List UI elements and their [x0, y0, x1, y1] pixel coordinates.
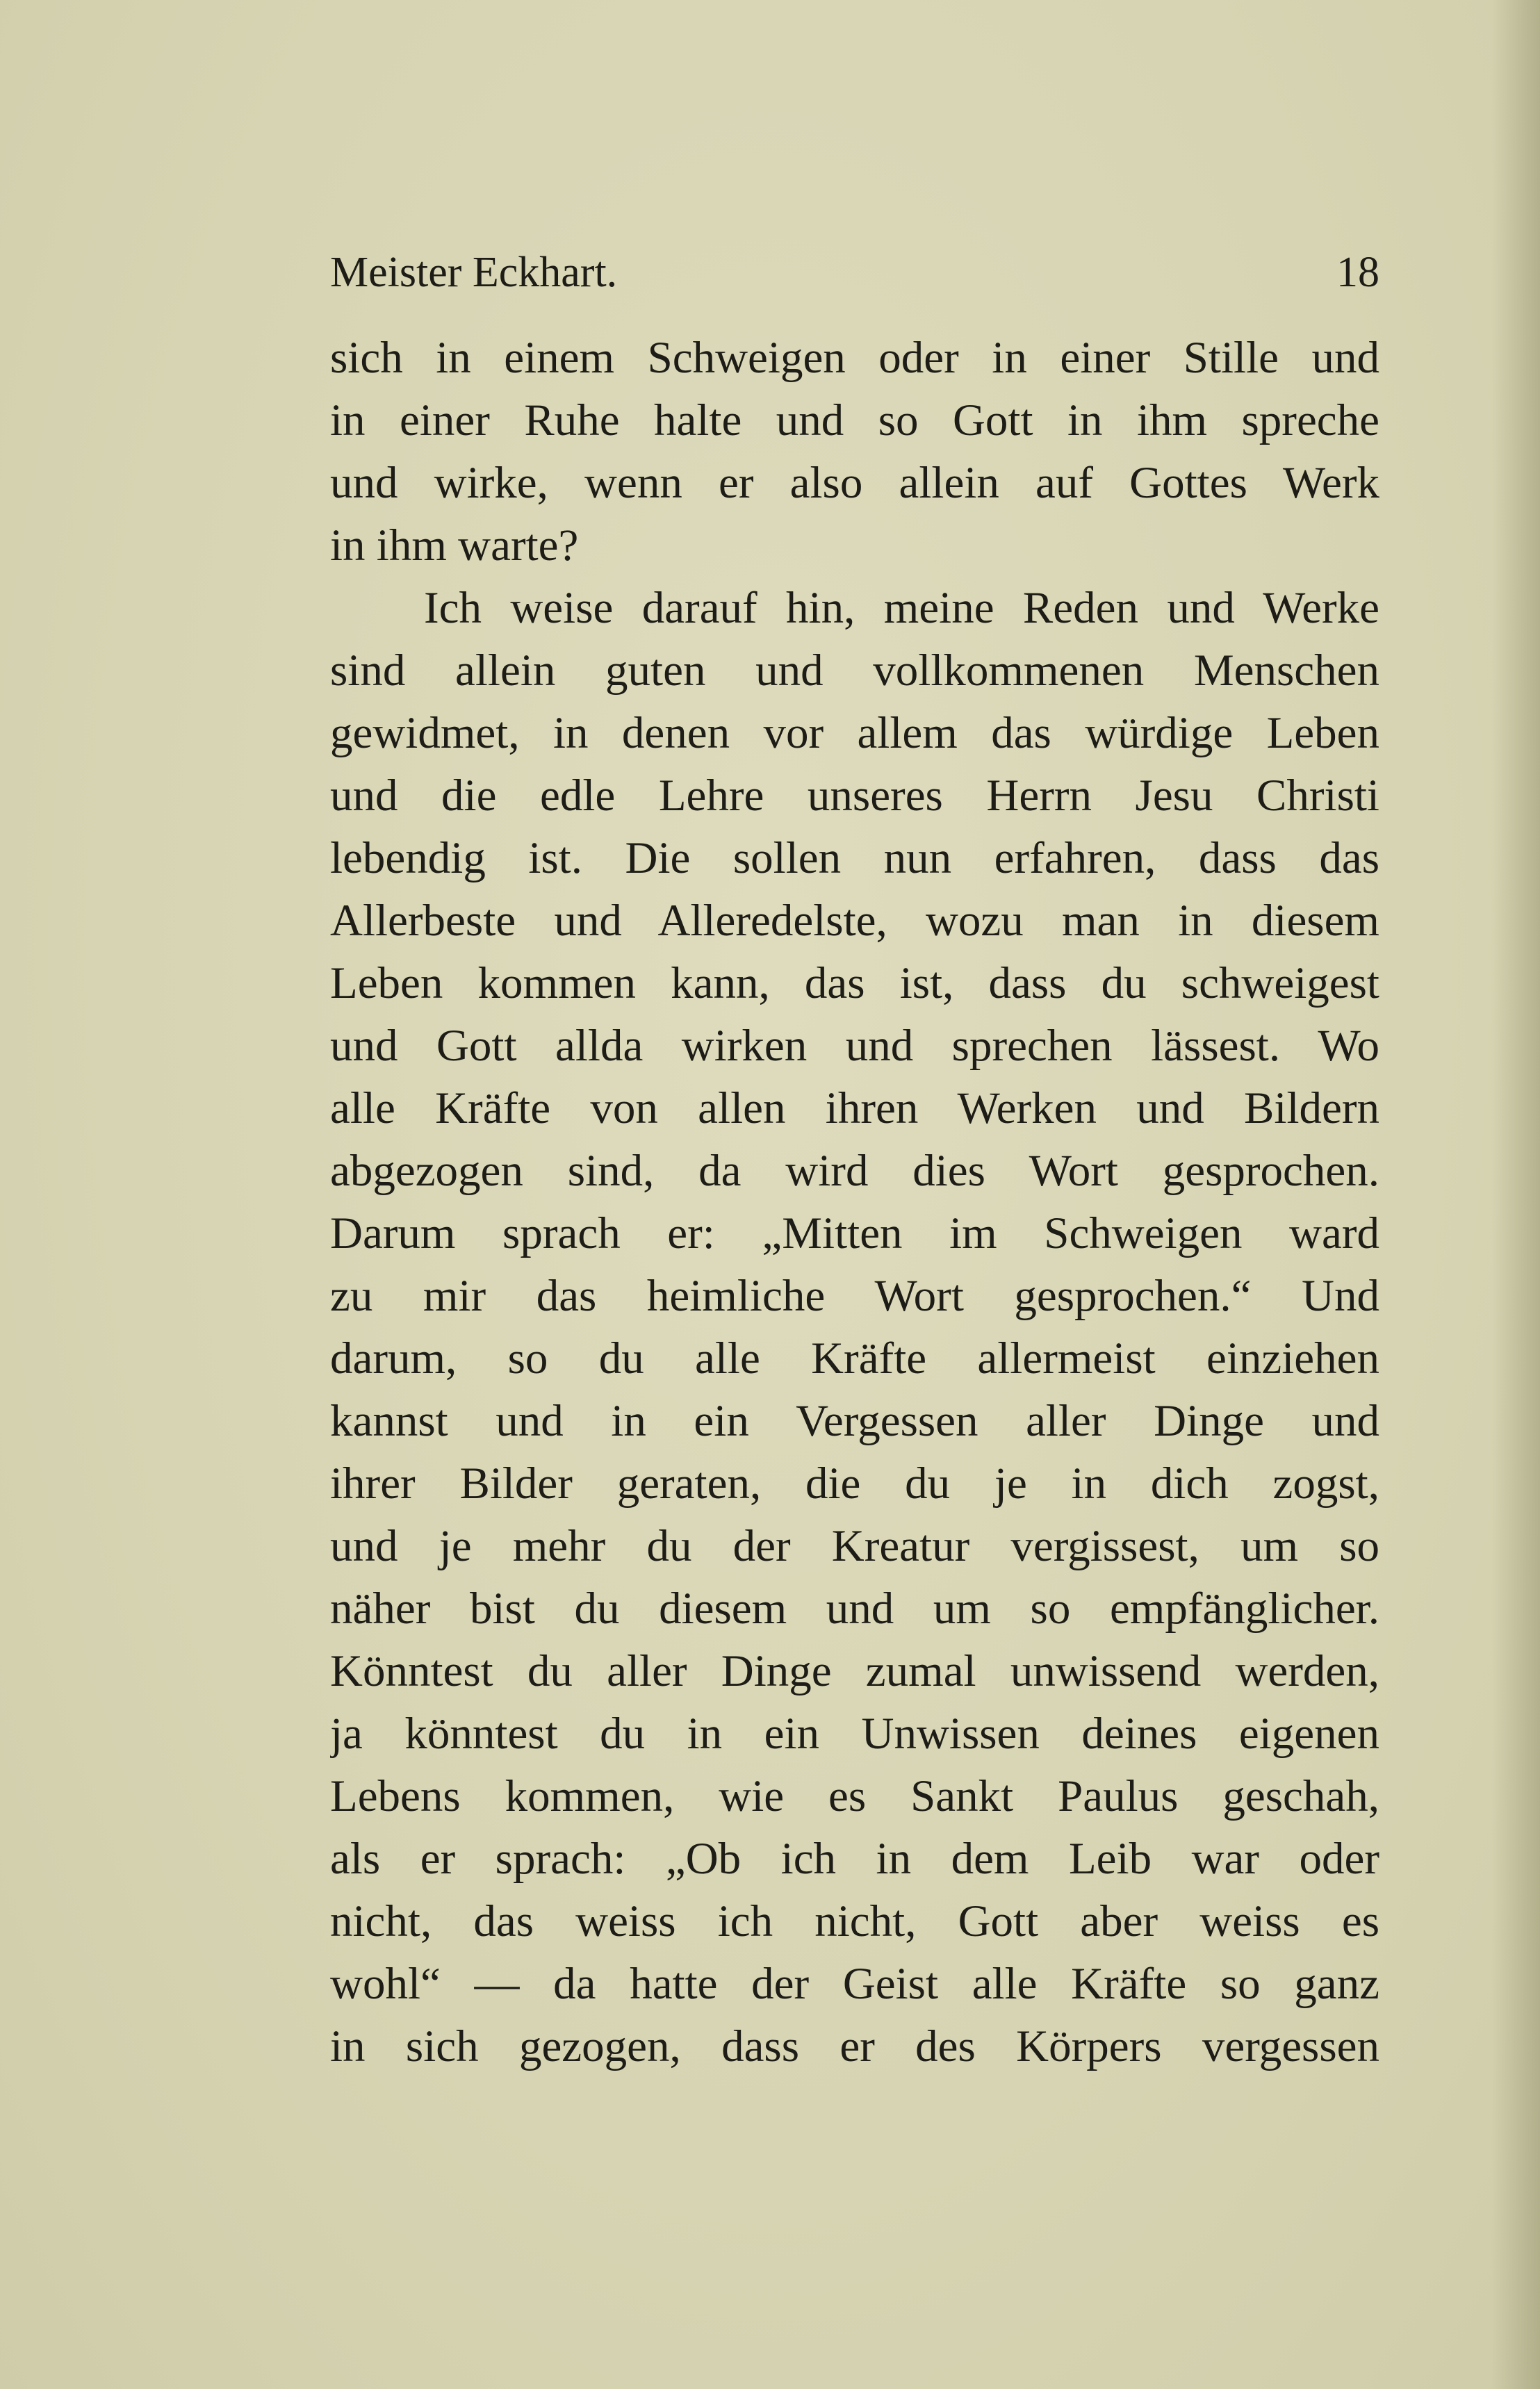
text-line: darum, so du alle Kräfte allermeist einziehen: [330, 1333, 1379, 1384]
text-line: ihrer Bilder geraten, die du je in dich zogst,: [330, 1459, 1379, 1509]
page-header: [330, 245, 1379, 300]
text-line: näher bist du diesem und um so empfänglicher.: [330, 1584, 1379, 1634]
text-line: in ihm warte?: [330, 520, 579, 570]
text-line: in sich gezogen, dass er des Körpers vergessen: [330, 2021, 1379, 2071]
text-line: alle Kräfte von allen ihren Werken und Bildern: [330, 1083, 1379, 1133]
text-line: Darum sprach er: „Mitten im Schweigen ward: [330, 1208, 1379, 1258]
text-line: sind allein guten und vollkommenen Menschen: [330, 646, 1379, 696]
text-line: wohl“ — da hatte der Geist alle Kräfte so ganz: [330, 1959, 1379, 2009]
text-line: ja könntest du in ein Unwissen deines eigenen: [330, 1709, 1379, 1759]
text-line: nicht, das weiss ich nicht, Gott aber weiss es: [330, 1896, 1379, 1946]
text-line: Leben kommen kann, das ist, dass du schweigest: [330, 958, 1379, 1008]
text-line: sich in einem Schweigen oder in einer Stille und: [330, 333, 1379, 383]
text-line: lebendig ist. Die sollen nun erfahren, dass das: [330, 833, 1379, 883]
text-line: Ich weise darauf hin, meine Reden und Werke: [424, 583, 1379, 633]
text-line: gewidmet, in denen vor allem das würdige Leben: [330, 708, 1379, 758]
text-line: und die edle Lehre unseres Herrn Jesu Christi: [330, 771, 1379, 821]
text-line: und Gott allda wirken und sprechen lässest. Wo: [330, 1021, 1379, 1071]
text-line: und wirke, wenn er also allein auf Gottes Werk: [330, 458, 1379, 508]
text-line: zu mir das heimliche Wort gesprochen.“ Und: [330, 1271, 1379, 1321]
text-line: in einer Ruhe halte und so Gott in ihm spreche: [330, 395, 1379, 445]
text-line: und je mehr du der Kreatur vergissest, um so: [330, 1521, 1379, 1571]
body-text: [330, 327, 1379, 2078]
text-line: Könntest du aller Dinge zumal unwissend werden,: [330, 1646, 1379, 1696]
text-line: kannst und in ein Vergessen aller Dinge und: [330, 1396, 1379, 1446]
page-number: 18: [1336, 249, 1379, 296]
running-title: Meister Eckhart.: [330, 249, 618, 296]
page-edge-shadow: [1491, 0, 1540, 2389]
text-line: Lebens kommen, wie es Sankt Paulus geschah,: [330, 1771, 1379, 1821]
text-line: als er sprach: „Ob ich in dem Leib war oder: [330, 1834, 1379, 1884]
text-line: Allerbeste und Alleredelste, wozu man in diesem: [330, 896, 1379, 946]
text-line: abgezogen sind, da wird dies Wort gesprochen.: [330, 1146, 1379, 1196]
